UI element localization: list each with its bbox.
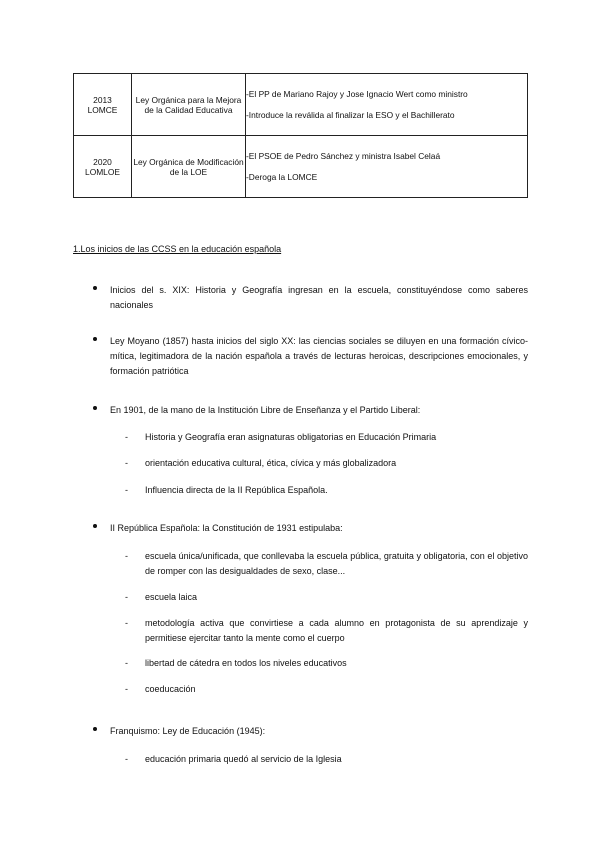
law-note: -Deroga la LOMCE [246,172,318,182]
law-acronym: LOMLOE [85,166,120,177]
sub-item-text: libertad de cátedra en todos los niveles educativos [145,658,347,668]
law-note: -El PSOE de Pedro Sánchez y ministra Isabel Celaá [246,151,441,161]
law-acronym: LOMCE [87,104,118,115]
law-year: 2020 [93,156,112,167]
law-name: Ley Orgánica para la Mejora de la Calidad Educativa [132,74,246,136]
law-year: 2013 [93,94,112,105]
law-note: -El PP de Mariano Rajoy y Jose Ignacio Wert como ministro [246,89,468,99]
dash-marker: - [125,684,128,694]
law-year-cell [74,136,132,198]
bullet-text: Ley Moyano (1857) hasta inicios del siglo XX: las ciencias sociales se diluyen en una formación cívico-mítica, legitimadora de la nación española a través de lecturas heroicas, descripciones emocionales, y formación patriótica [110,336,528,376]
sub-item-text: metodología activa que convirtiese a cada alumno en protagonista de su aprendizaje y permitiese ejercitar tanto la mente como el cuerpo [145,618,528,643]
dash-marker: - [125,432,128,442]
sub-list-item [125,549,528,579]
dash-marker: - [125,592,128,602]
list-item [93,403,528,418]
bullet-text: En 1901, de la mano de la Institución Libre de Enseñanza y el Partido Liberal: [110,405,421,415]
list-item [93,283,528,313]
list-item [93,724,528,739]
sub-list-item [125,590,528,605]
table-row [74,74,528,136]
dash-marker: - [125,754,128,764]
sub-item-text: educación primaria quedó al servicio de la Iglesia [145,754,342,764]
bullet-icon [93,727,97,731]
sub-list-item [125,682,528,697]
dash-marker: - [125,458,128,468]
law-notes-cell [246,136,528,198]
sub-list-item [125,616,528,646]
education-laws-table [73,73,528,198]
sub-item-text: escuela laica [145,592,198,602]
list-item [93,521,528,536]
bullet-icon [93,286,97,290]
list-item [93,334,528,379]
law-name: Ley Orgánica de Modificación de la LOE [132,136,246,198]
bullet-icon [93,406,97,410]
dash-marker: - [125,485,128,495]
bullet-text: Franquismo: Ley de Educación (1945): [110,726,266,736]
dash-marker: - [125,658,128,668]
sub-list-item [125,656,528,671]
dash-marker: - [125,618,128,628]
table-row [74,136,528,198]
sub-list-item [125,752,528,767]
bullet-icon [93,524,97,528]
section-heading: 1.Los inicios de las CCSS en la educación española [73,244,282,254]
sub-item-text: Influencia directa de la II República Española. [145,485,328,495]
sub-item-text: Historia y Geografía eran asignaturas obligatorias en Educación Primaria [145,432,437,442]
law-note: -Introduce la reválida al finalizar la ESO y el Bachillerato [246,110,455,120]
sub-list-item [125,483,528,498]
sub-item-text: escuela única/unificada, que conllevaba la escuela pública, gratuita y obligatoria, con el objetivo de romper con las desigualdades de sexo, clase... [145,551,528,576]
sub-list-item [125,430,528,445]
dash-marker: - [125,551,128,561]
bullet-text: II República Española: la Constitución de 1931 estipulaba: [110,523,343,533]
sub-item-text: coeducación [145,684,196,694]
bullet-icon [93,337,97,341]
bullet-text: Inicios del s. XIX: Historia y Geografía ingresan en la escuela, constituyéndose como saberes nacionales [110,285,528,310]
sub-list-item [125,456,528,471]
sub-item-text: orientación educativa cultural, ética, cívica y más globalizadora [145,458,397,468]
law-year-cell [74,74,132,136]
law-notes-cell [246,74,528,136]
